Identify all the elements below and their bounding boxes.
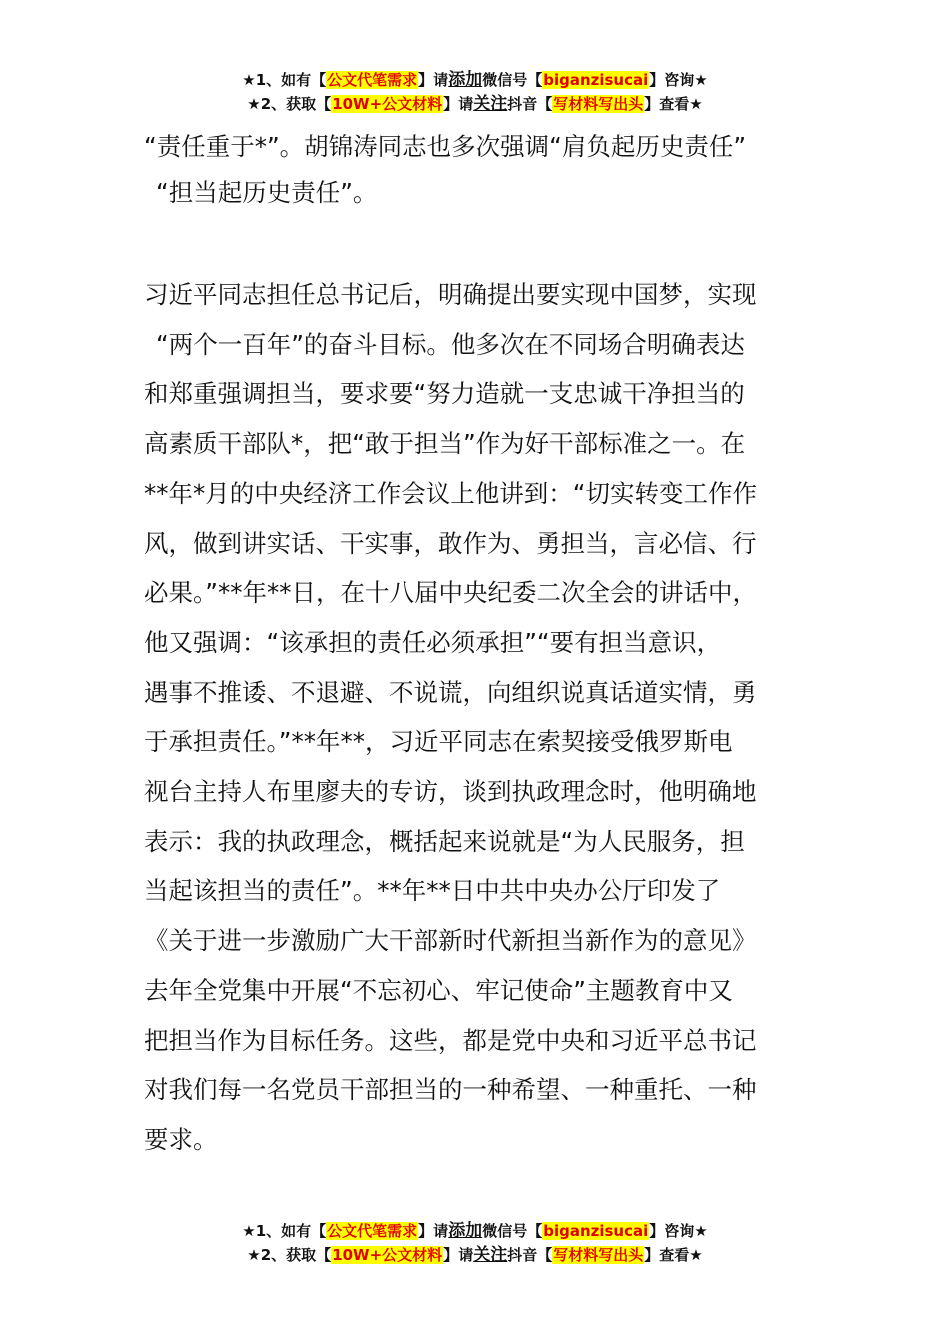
- text-line: “两个一百年”的奋斗目标。他多次在不同场合明确表达: [156, 329, 745, 359]
- text-line: 视台主持人布里廖夫的专访，谈到执政理念时，他明确地: [144, 777, 757, 807]
- banner-text: 微信号【: [482, 71, 543, 89]
- banner-line-1: [0, 1219, 950, 1243]
- highlight-materials: 10W+公文材料: [332, 95, 443, 113]
- banner-text: 】咨询★: [649, 1222, 708, 1240]
- underlined-add: 添加: [448, 70, 483, 90]
- underlined-follow: 关注: [473, 94, 508, 114]
- footer-banner: [0, 1219, 950, 1267]
- text-line: “担当起历史责任”。: [156, 178, 378, 207]
- banner-text: 抖音【: [507, 1246, 553, 1264]
- text-line: 表示：我的执政理念，概括起来说就是“为人民服务，担: [144, 826, 745, 856]
- banner-text: 】请: [418, 71, 449, 89]
- paragraph-continued: [144, 124, 834, 216]
- paragraph-main: [144, 270, 834, 1165]
- highlight-wechat-id: biganzisucai: [543, 71, 649, 89]
- highlight-wechat-id: biganzisucai: [543, 1222, 649, 1240]
- banner-line-2: [0, 1243, 950, 1267]
- banner-text: 】咨询★: [649, 71, 708, 89]
- highlight-writing-service: 公文代笔需求: [327, 1222, 418, 1240]
- text-line: “责任重于*”。胡锦涛同志也多次强调“肩负起历史责任”: [144, 132, 747, 161]
- highlight-writing-service: 公文代笔需求: [327, 71, 418, 89]
- banner-text: ★2、获取【: [247, 1246, 332, 1264]
- text-line: 《关于进一步激励广大干部新时代新担当新作为的意见》: [144, 926, 757, 956]
- banner-text: 】请: [418, 1222, 449, 1240]
- text-line: 习近平同志担任总书记后，明确提出要实现中国梦，实现: [144, 280, 757, 309]
- header-banner: [0, 68, 950, 116]
- highlight-douyin-account: 写材料写出头: [553, 95, 644, 113]
- banner-text: 】查看★: [644, 1246, 703, 1264]
- banner-text: 微信号【: [482, 1222, 543, 1240]
- banner-text: ★1、如有【: [242, 1222, 327, 1240]
- highlight-materials: 10W+公文材料: [332, 1246, 443, 1264]
- text-line: 风，做到讲实话、干实事，敢作为、勇担当，言必信、行: [144, 528, 757, 558]
- text-line: 于承担责任。”**年**，习近平同志在索契接受俄罗斯电: [144, 727, 733, 757]
- text-line: **年*月的中央经济工作会议上他讲到：“切实转变工作作: [144, 478, 757, 508]
- text-line: 要求。: [144, 1124, 218, 1154]
- banner-text: 】查看★: [644, 95, 703, 113]
- banner-line-2: [0, 92, 950, 116]
- text-line: 去年全党集中开展“不忘初心、牢记使命”主题教育中又: [144, 975, 733, 1005]
- text-line: 高素质干部队*，把“敢于担当”作为好干部标准之一。在: [144, 429, 746, 459]
- text-line: 把担当作为目标任务。这些，都是党中央和习近平总书记: [144, 1025, 757, 1055]
- banner-text: 抖音【: [507, 95, 553, 113]
- text-line: 必果。”**年**日，在十八届中央纪委二次全会的讲话中，: [144, 578, 757, 608]
- banner-text: ★1、如有【: [242, 71, 327, 89]
- banner-text: 】请: [443, 1246, 474, 1264]
- banner-text: ★2、获取【: [247, 95, 332, 113]
- text-line: 当起该担当的责任”。**年**日中共中央办公厅印发了: [144, 876, 721, 906]
- text-line: 对我们每一名党员干部担当的一种希望、一种重托、一种: [144, 1075, 757, 1105]
- banner-text: 】请: [443, 95, 474, 113]
- underlined-follow: 关注: [473, 1245, 508, 1265]
- text-line: 他又强调：“该承担的责任必须承担”“要有担当意识，: [144, 627, 722, 657]
- text-line: 和郑重强调担当，要求要“努力造就一支忠诚干净担当的: [144, 379, 745, 409]
- text-line: 遇事不推诿、不退避、不说谎，向组织说真话道实情，勇: [144, 677, 757, 707]
- banner-line-1: [0, 68, 950, 92]
- highlight-douyin-account: 写材料写出头: [553, 1246, 644, 1264]
- underlined-add: 添加: [448, 1221, 483, 1241]
